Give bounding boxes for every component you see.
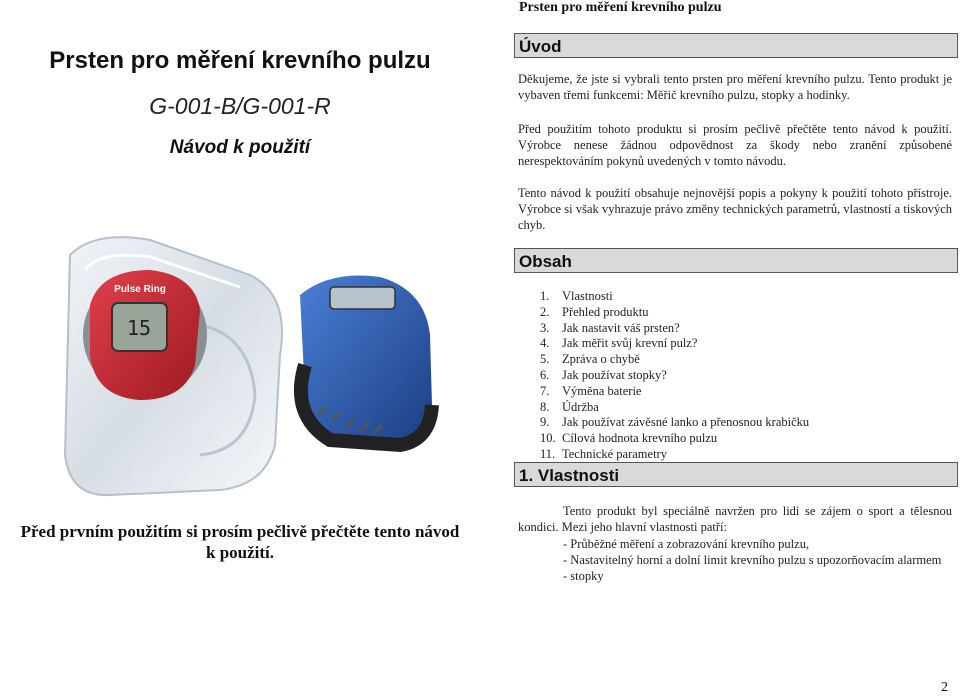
features-list bbox=[563, 536, 953, 584]
intro-paragraph-1: Děkujeme, že jste si vybrali tento prsten pro měření krevního pulzu. Tento produkt je vybaven třemi funkcemi: Měřič krevního pulzu, stopky a hodinky. bbox=[518, 72, 952, 102]
list-item: - stopky bbox=[563, 569, 604, 583]
intro-paragraph-3: Tento návod k použití obsahuje nejnovější popis a pokyny k použití tohoto přístroje. Výrobce si však vyhrazuje právo změny technických parametrů, vlastností a tiskových chyb. bbox=[518, 186, 952, 232]
cover-subtitle: Návod k použití bbox=[169, 137, 311, 158]
toc-item[interactable]: 9. Jak používat závěsné lanko a přenosnou krabičku bbox=[540, 415, 810, 430]
toc-item[interactable]: 8. Údržba bbox=[540, 399, 599, 414]
list-item: - Nastavitelný horní a dolní limit krevního pulzu s upozorňovacím alarmem bbox=[563, 553, 942, 567]
toc-item[interactable]: 3. Jak nastavit váš prsten? bbox=[540, 320, 680, 335]
intro-paragraph-2: Před použitím tohoto produktu si prosím pečlivě přečtěte tento návod k použití. Výrobce nenese žádnou odpovědnost za škody nebo zranění způsobené nerespektováním pokynů uvedených v tomto návodu. bbox=[518, 122, 952, 168]
cover-title: Prsten pro měření krevního pulzu bbox=[49, 47, 431, 74]
toc-item[interactable]: 11. Technické parametry bbox=[540, 446, 667, 461]
section-heading-contents: Obsah bbox=[514, 248, 958, 273]
page-number: 2 bbox=[941, 680, 948, 695]
toc-item[interactable]: 10. Cílová hodnota krevního pulzu bbox=[540, 431, 718, 446]
features-intro: Tento produkt byl speciálně navržen pro lidi se zájem o sport a tělesnou kondici. Mezi jeho hlavní vlastnosti patří: bbox=[518, 504, 952, 534]
cover-note: Před prvním použitím si prosím pečlivě přečtěte tento návod k použití. bbox=[20, 522, 460, 562]
toc-item[interactable]: 5. Zpráva o chybě bbox=[540, 352, 640, 367]
product-photo bbox=[0, 215, 470, 505]
cover-model-number: G-001-B/G-001-R bbox=[149, 93, 331, 119]
list-item: - Průběžné měření a zobrazování krevního pulzu, bbox=[563, 537, 810, 551]
blue-pulse-ring bbox=[300, 275, 432, 445]
section-heading-intro: Úvod bbox=[514, 33, 958, 58]
toc-item[interactable]: 6. Jak používat stopky? bbox=[540, 367, 667, 382]
section-heading-features: 1. Vlastnosti bbox=[514, 462, 958, 487]
toc-item[interactable]: 7. Výměna baterie bbox=[540, 383, 642, 398]
table-of-contents bbox=[540, 289, 809, 463]
running-header: Prsten pro měření krevního pulzu bbox=[519, 0, 722, 15]
ring-brand-label: Pulse Ring bbox=[114, 284, 166, 295]
toc-item[interactable]: 4. Jak měřit svůj krevní pulz? bbox=[540, 336, 698, 351]
ring-display-digits: 15 bbox=[126, 316, 152, 340]
toc-item[interactable]: 1. Vlastnosti bbox=[540, 289, 613, 303]
toc-item[interactable]: 2. Přehled produktu bbox=[540, 304, 649, 319]
